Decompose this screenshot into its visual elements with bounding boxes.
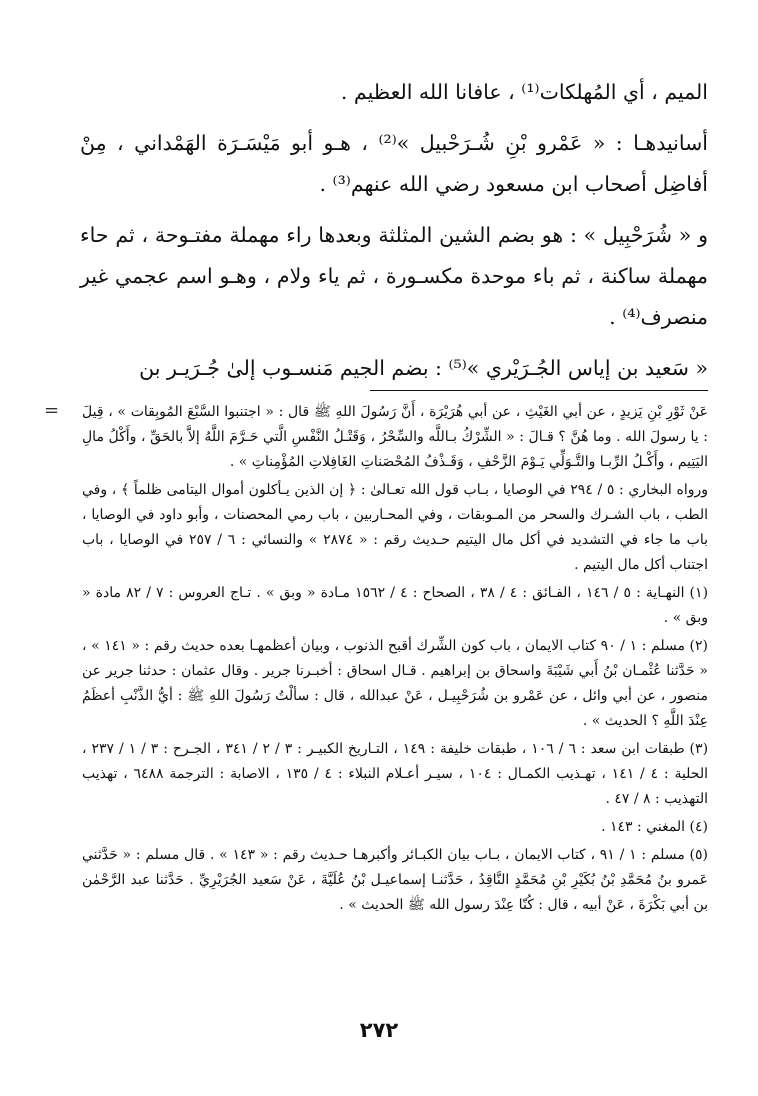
footnote-separator (370, 390, 708, 391)
main-text-block (80, 72, 708, 399)
main-paragraph-2: أسانيدهـا : « عَمْرو بْنِ شُـرَحْبيل »⁽²⁾ ، هـو أبو مَيْسَـرَة الهَمْداني ، مِنْ أفاضِل أصحاب ابن مسعود رضي الله عنهم⁽³⁾ . (80, 131, 708, 196)
continuation-mark: = (44, 400, 60, 421)
main-paragraph-4: « سَعيد بن إياس الجُـرَيْري »⁽⁵⁾ : بضم الجيم مَنسـوب إلىٰ جُـرَيـر بن (139, 356, 708, 380)
main-paragraph-3: و « شُرَحْبِيل » : هو بضم الشين المثلثة وبعدها راء مهملة مفتـوحة ، ثم حاء مهملة ساكنة ، ثم باء موحدة مكسـورة ، ثم ياء ولام ، وهـو اسم عجمي غير منصرف⁽⁴⁾ . (80, 223, 708, 329)
footnote-3: (٣) طبقات ابن سعد : ٦ / ١٠٦ ، طبقات خليفة : ١٤٩ ، التـاريخ الكبيـر : ٣ / ٢ / ٣٤١ ، الجـرح : ٣ / ١ / ٢٣٧ ، الحلية : ٤ / ١٤١ ، تهـذيب الكمـال : ١٠٤ ، سيـر أعـلام النبلاء : ٤ / ١٣٥ ، الاصابة : الترجمة ٦٤٨٨ ، تهذيب التهذيب : ٨ / ٤٧ . (82, 741, 709, 807)
footnote-bukhari: ورواه البخاري : ٥ / ٢٩٤ في الوصايا ، بـاب قول الله تعـالىٰ : ﴿ إن الذين يـأكلون أموال اليتامى ظلماً ﴾ ، وفي الطب ، باب الشـرك والسحر من المـوبقات ، وفي المحـاربين ، باب رمي المحصنات ، وأبو داود في الوصايا ، باب ما جاء في التشديد في أكل مال اليتيم حـديث رقم : « ٢٨٧٤ » والنسائي : ٦ / ٢٥٧ في الوصايا ، باب اجتناب أكل مال اليتيم . (82, 482, 709, 573)
main-paragraph-1: الميم ، أي المُهلكات⁽¹⁾ ، عافانا الله العظيم . (340, 80, 708, 104)
footnote-continuation: عَنْ ثَوْرِ بْنِ يَزيدٍ ، عن أبي الغَيْثِ ، عن أبي هُرَيْرَة ، أَنَّ رَسُولَ اللهِ ﷺ قال : « اجتنبوا السَّبْعَ المُوبِقات » ، قِيلَ : يا رسولَ الله . وما هُنَّ ؟ قـالَ : « الشِّرْكُ بـاللَّه والسِّحْرُ ، وَقَتْـلُ النَّفْسِ الَّتي حَـرَّمَ اللَّهُ إلاَّ بالحَقِّ ، وأَكْلُ مالِ اليَتِيم ، وأَكْـلُ الرِّبـا والتَّـوَلِّي يَـوْمَ الزَّحْفِ ، وَقَـذْفُ المُحْصَناتِ الغَافِلاتِ المُؤْمِناتِ » . (82, 404, 708, 470)
footnote-2: (٢) مسلم : ١ / ٩٠ كتاب الايمان ، باب كون الشِّرك أقبح الذنوب ، وبيان أعظمهـا بعده حديث رقم : « ١٤١ » ، « حَدَّثنا عُثْمـان بْنُ أَبي شَيْبَةَ واسحاق بن إبراهيم . قـال اسحاق : أخبـرنا جرير . وقال عثمان : حدثنا جرير عن منصور ، عن أبي وائل ، عن عَمْرو بن شُرَحْبِيـل ، عَنْ عبدالله ، قال : سألْتُ رَسُولَ اللهِ ﷺ : أيُّ الذَّنْبِ أعظَمُ عِنْدَ اللَّهِ ؟ الحديث » . (82, 638, 709, 729)
footnotes-block (82, 400, 708, 918)
page-number: ٢٧٢ (359, 1018, 399, 1042)
footnote-1: (١) النهـاية : ٥ / ١٤٦ ، الفـائق : ٤ / ٣٨ ، الصحاح : ٤ / ١٥٦٢ مـادة « وبق » . تـاج العروس : ٧ / ٨٢ مادة « وبق » . (82, 585, 709, 626)
footnote-5: (٥) مسلم : ١ / ٩١ ، كتاب الايمان ، بـاب بيان الكبـائر وأكبرهـا حـديث رقم : « ١٤٣ » . قال مسلم : « حَدَّثني عَمرو بنُ مُحَمَّدِ بْنُ بُكَيْرِ بْنِ مُحَمَّدٍ النَّاقِدُ ، حَدَّثنـا إسماعيـل بْنُ عُلَيَّةَ ، عَنْ سَعيد الجُرَيْرِيِّ . حَدَّثنا عبد الرَّحْمٰن بن أبي بَكْرَةَ ، عَنْ أبيه ، قال : كُنّا عِنْدَ رسول الله ﷺ الحديث » . (82, 847, 708, 913)
footnote-4: (٤) المغني : ١٤٣ . (601, 819, 708, 835)
